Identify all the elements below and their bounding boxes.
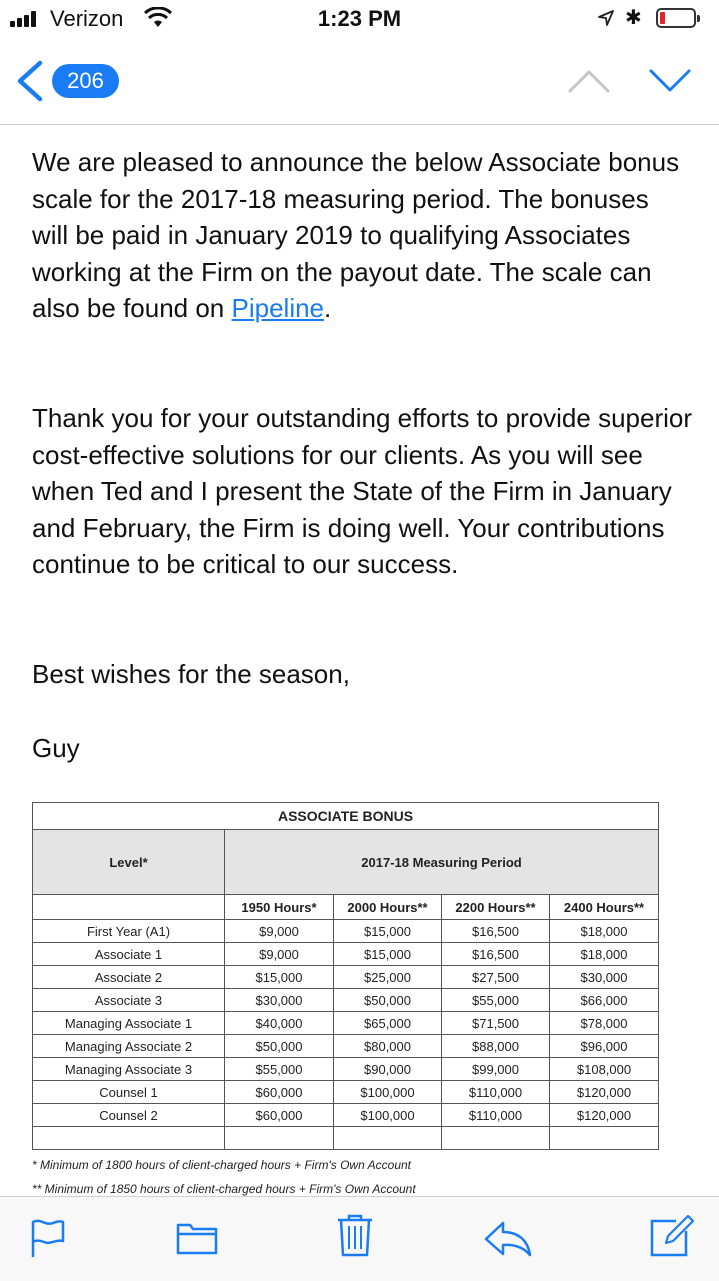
- level-column-spacer: [33, 895, 225, 920]
- bonus-amount-cell: $100,000: [334, 1104, 442, 1127]
- level-cell: Counsel 2: [33, 1104, 225, 1127]
- status-bar: [0, 0, 719, 40]
- bonus-amount-cell: $110,000: [442, 1104, 550, 1127]
- bonus-amount-cell: $9,000: [225, 920, 334, 943]
- compose-icon[interactable]: [648, 1213, 694, 1259]
- pipeline-link[interactable]: Pipeline: [231, 293, 325, 324]
- table-footnote-1: * Minimum of 1800 hours of client-charged hours + Firm's Own Account: [32, 1158, 412, 1172]
- bonus-amount-cell: $15,000: [334, 920, 442, 943]
- table-row: [33, 1058, 659, 1081]
- level-cell: Associate 3: [33, 989, 225, 1012]
- table-row: [33, 1012, 659, 1035]
- bonus-amount-cell: $78,000: [550, 1012, 659, 1035]
- table-row: [33, 1035, 659, 1058]
- bonus-amount-cell: $80,000: [334, 1035, 442, 1058]
- bonus-amount-cell: $30,000: [550, 966, 659, 989]
- bonus-amount-cell: $99,000: [442, 1058, 550, 1081]
- carrier-name: Verizon: [50, 6, 124, 31]
- level-cell: First Year (A1): [33, 920, 225, 943]
- table-end-cell: [225, 1127, 334, 1150]
- period-header: 2017-18 Measuring Period: [225, 830, 659, 895]
- bonus-amount-cell: $55,000: [225, 1058, 334, 1081]
- table-end-cell: [442, 1127, 550, 1150]
- bonus-amount-cell: $18,000: [550, 943, 659, 966]
- associate-bonus-table: [32, 802, 659, 1150]
- column-header-2400: 2400 Hours**: [550, 895, 659, 920]
- bonus-amount-cell: $16,500: [442, 943, 550, 966]
- table-end-cell: [334, 1127, 442, 1150]
- email-closing: Best wishes for the season,: [32, 659, 350, 689]
- column-header-2200: 2200 Hours**: [442, 895, 550, 920]
- bonus-amount-cell: $65,000: [334, 1012, 442, 1035]
- table-row: [33, 989, 659, 1012]
- previous-message-chevron-icon[interactable]: [567, 68, 611, 94]
- table-row: [33, 1104, 659, 1127]
- clock: 1:23 PM: [317, 6, 402, 31]
- message-nav-bar: [0, 40, 719, 125]
- column-header-1950: 1950 Hours*: [225, 895, 334, 920]
- back-chevron-icon[interactable]: [14, 60, 46, 102]
- announcement-text: We are pleased to announce the below Associate bonus scale for the 2017-18 measuring period. The bonuses will be paid in January 2019 to qualifying Associates working at the Firm on the payout date. The scale can also be found on: [32, 147, 680, 324]
- email-paragraph-announcement: [32, 144, 692, 327]
- bonus-amount-cell: $96,000: [550, 1035, 659, 1058]
- mail-toolbar: [0, 1196, 719, 1281]
- bonus-amount-cell: $90,000: [334, 1058, 442, 1081]
- level-cell: Managing Associate 3: [33, 1058, 225, 1081]
- bonus-amount-cell: $88,000: [442, 1035, 550, 1058]
- bonus-amount-cell: $50,000: [334, 989, 442, 1012]
- bonus-amount-cell: $60,000: [225, 1104, 334, 1127]
- level-cell: Associate 2: [33, 966, 225, 989]
- table-end-cell: [33, 1127, 225, 1150]
- table-row: [33, 943, 659, 966]
- bonus-amount-cell: $27,500: [442, 966, 550, 989]
- bonus-amount-cell: $120,000: [550, 1104, 659, 1127]
- bonus-amount-cell: $71,500: [442, 1012, 550, 1035]
- next-message-chevron-icon[interactable]: [648, 68, 692, 94]
- folder-icon[interactable]: [175, 1217, 219, 1257]
- level-cell: Managing Associate 1: [33, 1012, 225, 1035]
- bonus-amount-cell: $60,000: [225, 1081, 334, 1104]
- bonus-amount-cell: $16,500: [442, 920, 550, 943]
- table-title: ASSOCIATE BONUS: [33, 803, 659, 830]
- level-cell: Managing Associate 2: [33, 1035, 225, 1058]
- bonus-amount-cell: $100,000: [334, 1081, 442, 1104]
- announcement-period: .: [324, 293, 332, 324]
- bonus-amount-cell: $40,000: [225, 1012, 334, 1035]
- bonus-amount-cell: $15,000: [334, 943, 442, 966]
- bonus-amount-cell: $30,000: [225, 989, 334, 1012]
- table-row: [33, 1081, 659, 1104]
- bonus-amount-cell: $110,000: [442, 1081, 550, 1104]
- bonus-amount-cell: $120,000: [550, 1081, 659, 1104]
- bonus-amount-cell: $15,000: [225, 966, 334, 989]
- bonus-amount-cell: $25,000: [334, 966, 442, 989]
- bonus-amount-cell: $55,000: [442, 989, 550, 1012]
- battery-icon: [656, 8, 696, 28]
- table-row: [33, 920, 659, 943]
- email-signature: Guy: [32, 733, 80, 763]
- bluetooth-icon: ✱: [625, 7, 642, 29]
- bonus-amount-cell: $9,000: [225, 943, 334, 966]
- table-row: [33, 966, 659, 989]
- level-header: Level*: [33, 830, 225, 895]
- unread-count-badge[interactable]: 206: [52, 64, 119, 98]
- location-arrow-icon: [596, 8, 616, 28]
- bonus-amount-cell: $50,000: [225, 1035, 334, 1058]
- flag-icon[interactable]: [28, 1217, 68, 1259]
- bonus-amount-cell: $18,000: [550, 920, 659, 943]
- level-cell: Counsel 1: [33, 1081, 225, 1104]
- table-end-cell: [550, 1127, 659, 1150]
- email-paragraph-thanks: Thank you for your outstanding efforts to provide superior cost-effective solutions for our clients. As you will see when Ted and I present the State of the Firm in January and February, the Firm is doing well. Your contributions continue to be critical to our success.: [32, 403, 693, 580]
- table-footnote-2: ** Minimum of 1850 hours of client-charged hours + Firm's Own Account: [32, 1182, 416, 1196]
- level-cell: Associate 1: [33, 943, 225, 966]
- reply-icon[interactable]: [483, 1217, 533, 1259]
- bonus-amount-cell: $66,000: [550, 989, 659, 1012]
- column-header-2000: 2000 Hours**: [334, 895, 442, 920]
- trash-icon[interactable]: [335, 1212, 375, 1258]
- bonus-amount-cell: $108,000: [550, 1058, 659, 1081]
